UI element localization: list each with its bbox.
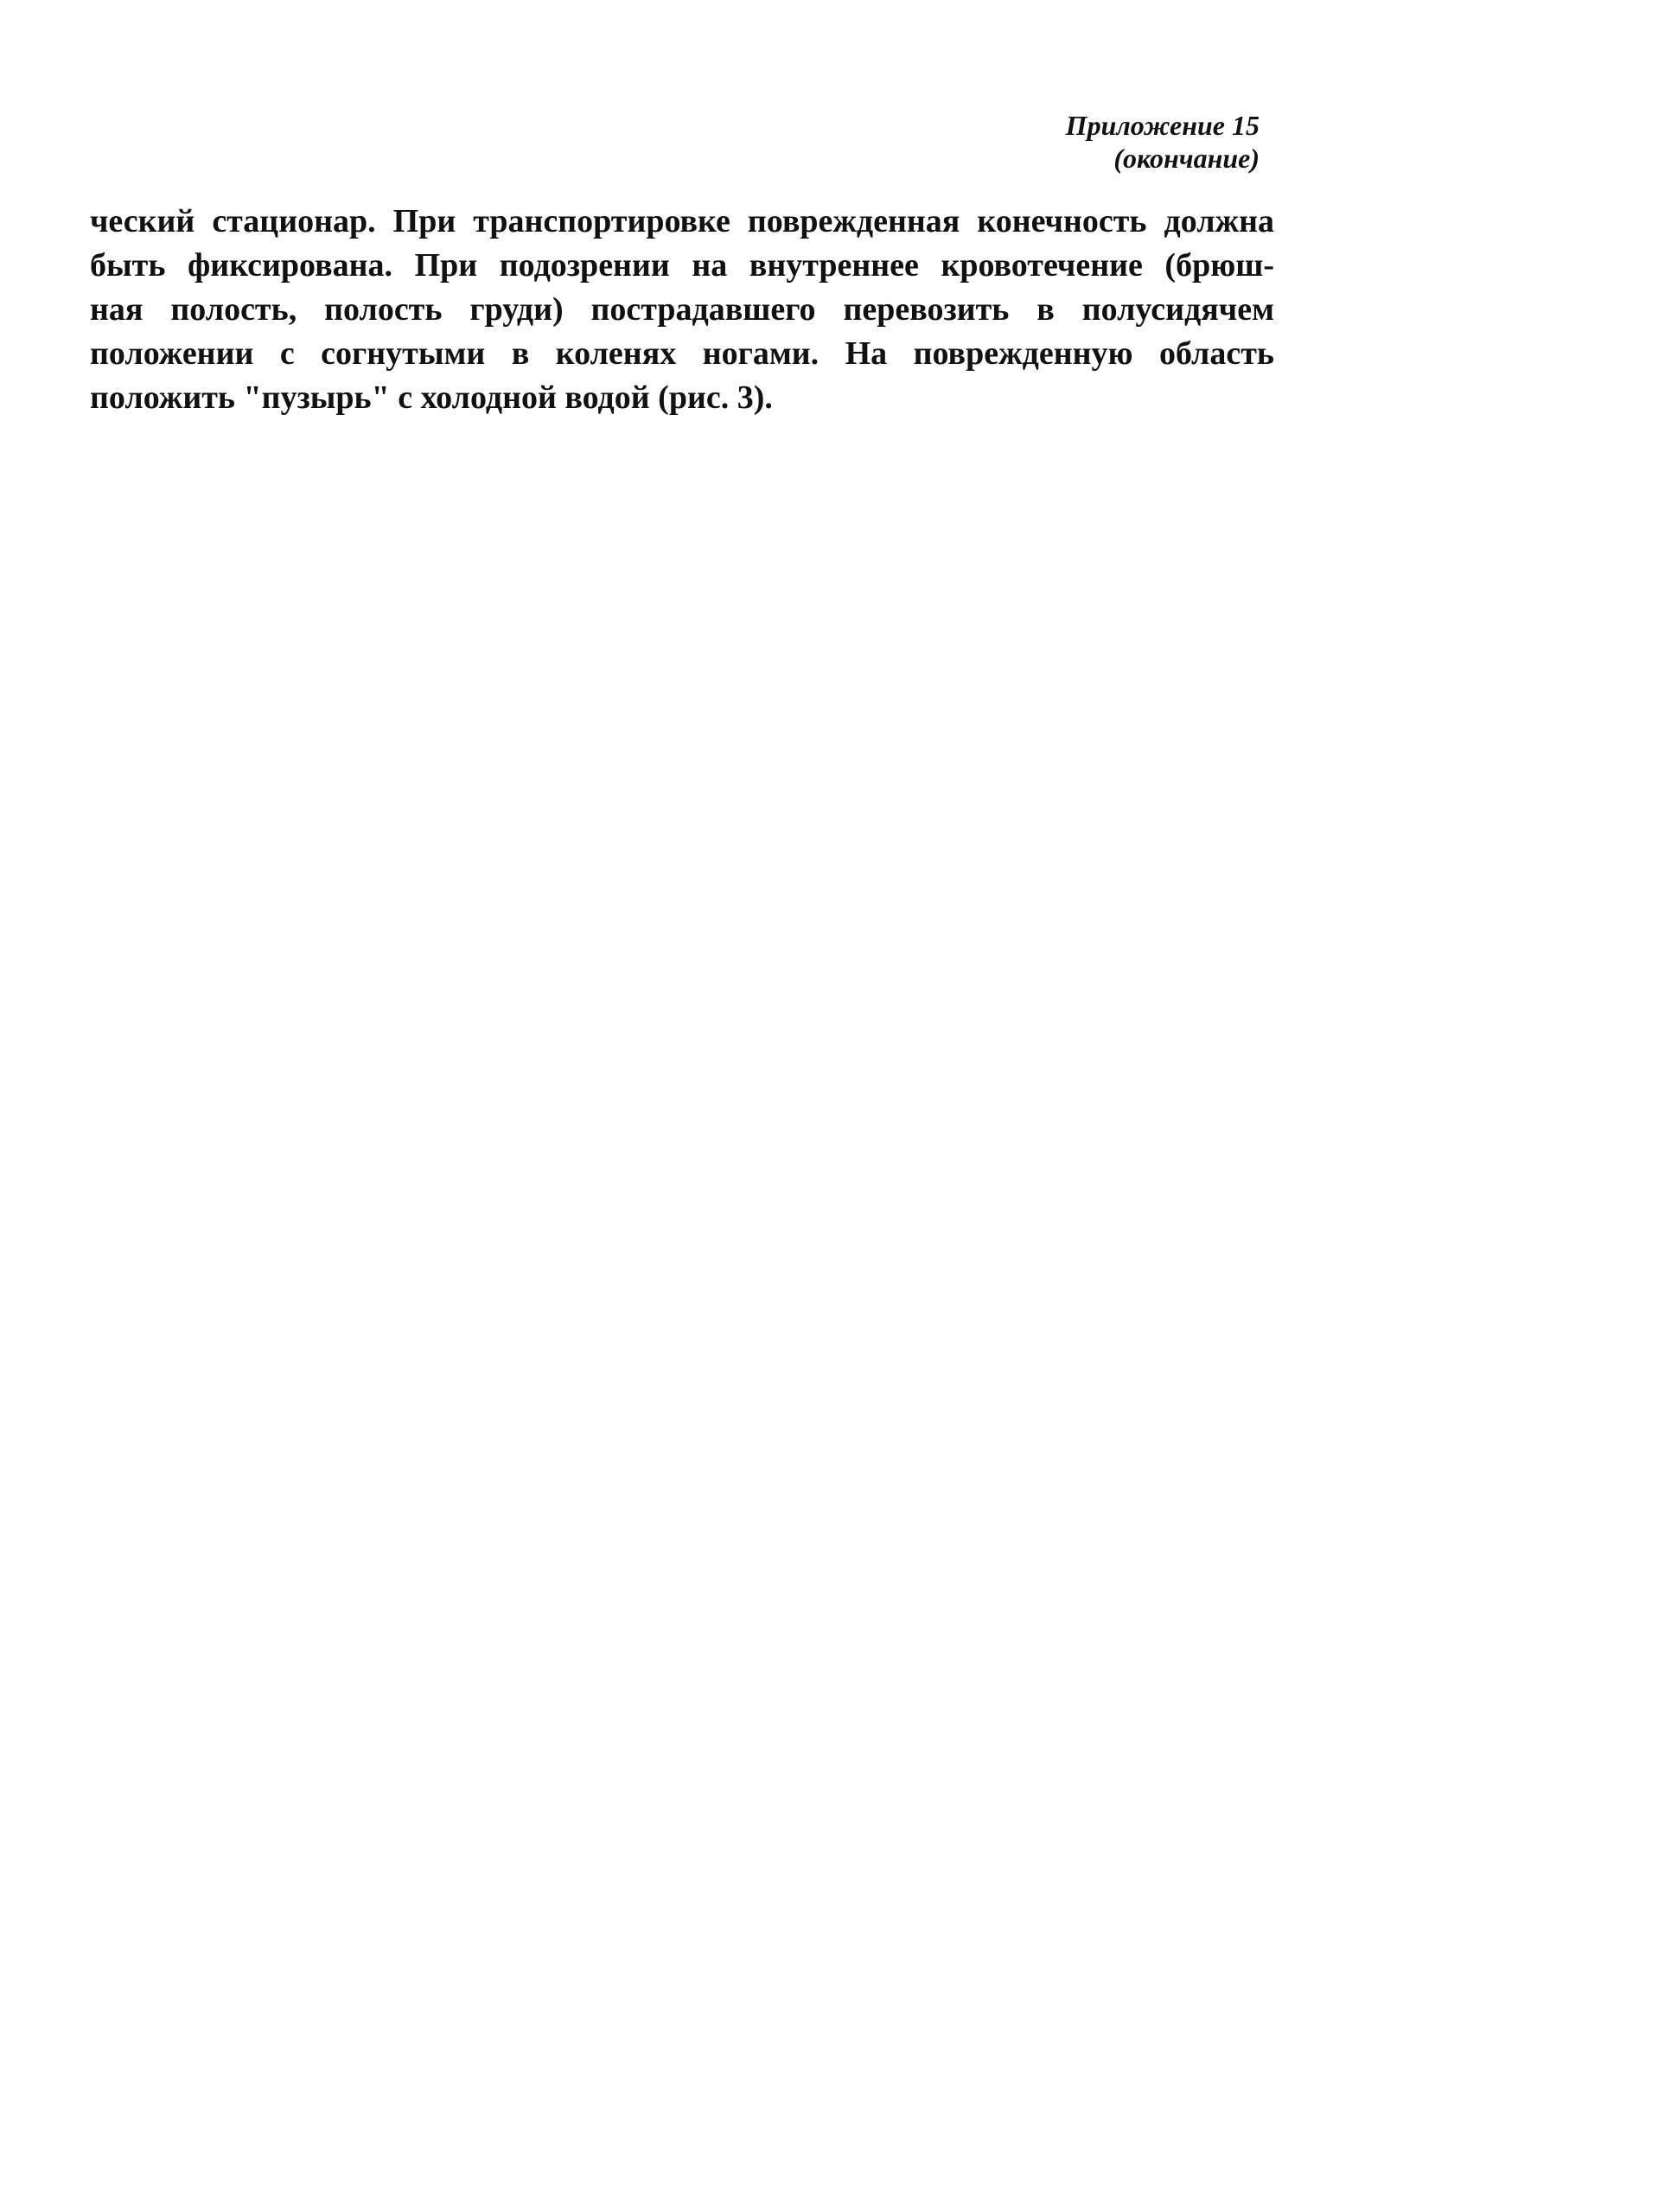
paragraph-line: ная полость, полость груди) пострадавшего перевозить в полусидячем [90,291,1274,328]
page-header [1066,109,1260,175]
body-paragraph [90,200,1274,420]
continuation-note: (окончание) [1113,143,1260,174]
paragraph-line: быть фиксирована. При подозрении на внутреннее кровотечение (брюш- [90,247,1274,284]
paragraph-line: ческий стационар. При транспортировке поврежденная конечность должна [90,203,1274,239]
appendix-label: Приложение 15 [1065,110,1260,141]
paragraph-line: положении с согнутыми в коленях ногами. На поврежденную область [90,335,1274,372]
paragraph-line: положить "пузырь" с холодной водой (рис. 3). [90,379,773,416]
